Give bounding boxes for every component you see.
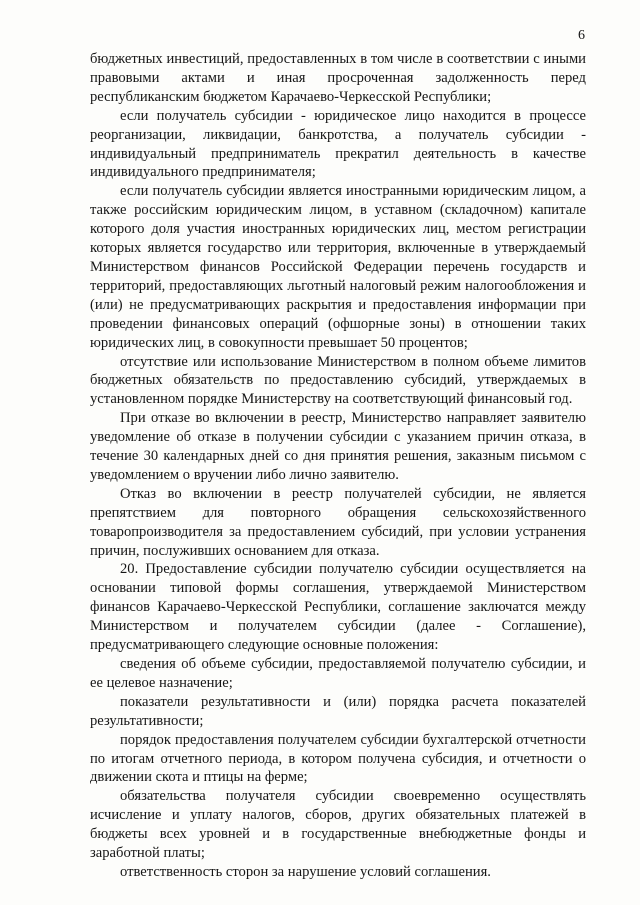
paragraph-liability: ответственность сторон за нарушение условий соглашения. [120,863,491,880]
page-number: 6 [578,28,585,43]
paragraph-budget-limits: отсутствие или использование Министерством в полном объеме лимитов бюджетных обязательств по предоставлению субсидий, утверждаемых в установленном порядке Министерству на соответствующий финансовый год. [90,353,586,408]
paragraph-refusal-notice: При отказе во включении в реестр, Министерство направляет заявителю уведомление об отказе в получении субсидии с указанием причин отказа, в течение 30 календарных дней со дня принятия решения, заказным письмом с уведомлением о вручении либо лично заявителю. [90,410,586,483]
paragraph-subsidy-amount: сведения об объеме субсидии, предоставляемой получателю субсидии, и ее целевое назначение; [90,656,586,691]
paragraph-repeat-application: Отказ во включении в реестр получателей субсидии, не является препятствием для повторного обращения сельскохозяйственного товаропроизводителя за предоставлением субсидий, при условии устранения причин, послуживших основанием для отказа. [90,485,586,559]
paragraph-performance-indicators: показатели результативности и (или) порядка расчета показателей результативности; [90,693,586,729]
document-body [90,50,586,882]
paragraph-reorganization: если получатель субсидии - юридическое лицо находится в процессе реорганизации, ликвидации, банкротства, а получатель субсидии - индивидуальный предприниматель прекратил деятельность в качестве индивидуального предпринимателя; [90,107,586,181]
paragraph-foreign-entity: если получатель субсидии является иностранными юридическим лицом, а также российским юридическим лицом, в уставном (складочном) капитале которого доля участия иностранных юридических лиц, местом регистрации которых является государство или территория, включенные в утверждаемый Министерством финансов Российской Федерации перечень государств и территорий, предоставляющих льготный налоговый режим налогообложения и (или) не предусматривающих раскрытия и предоставления информации при проведении финансовых операций (офшорные зоны) в отношении таких юридических лиц, в совокупности превышает 50 процентов; [90,183,586,351]
paragraph-reporting-procedure: порядок предоставления получателем субсидии бухгалтерской отчетности по итогам отчетного периода, в котором получена субсидия, и отчетности о движении скота и птицы на ферме; [90,731,586,786]
paragraph-continuation: бюджетных инвестиций, предоставленных в том числе в соответствии с иными правовыми актами и иная просроченная задолженность перед республиканским бюджетом Карачаево-Черкесской Республики; [90,51,586,105]
paragraph-tax-obligations: обязательства получателя субсидии своевременно осуществлять исчисление и уплату налогов, сборов, других обязательных платежей в бюджеты всех уровней и в государственные внебюджетные фонды и заработной платы; [90,788,586,862]
paragraph-clause-20: 20. Предоставление субсидии получателю субсидии осуществляется на основании типовой формы соглашения, утверждаемой Министерством финансов Карачаево-Черкесской Республики, соглашение заключатся между Министерством и получателем субсидии (далее - Соглашение), предусматривающего следующие основные положения: [90,561,586,654]
